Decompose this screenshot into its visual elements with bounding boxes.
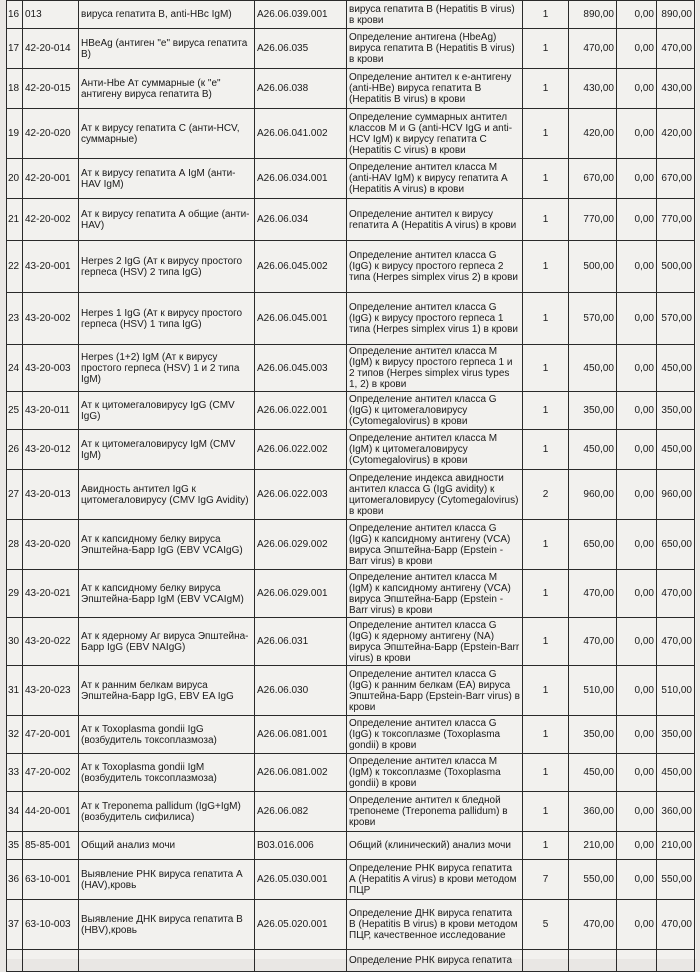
test-name-cell: Ат к вирусу гепатита А IgM (анти-HAV IgM) — [79, 159, 255, 199]
row-number-cell: 27 — [7, 470, 23, 520]
lab-code-cell: 43-20-012 — [23, 430, 79, 470]
nomenclature-code-cell: A26.06.038 — [255, 69, 347, 109]
sum-cell: 470,00 — [657, 618, 695, 666]
service-description-cell: Определение антител класса G (IgG) к ядерному антигену (NA) вируса Эпштейна-Барр (Epstein-Barr virus) в крови — [347, 618, 523, 666]
nomenclature-code-cell: A26.06.045.002 — [255, 241, 347, 293]
nomenclature-code-cell: A26.06.022.002 — [255, 430, 347, 470]
price-cell: 350,00 — [569, 392, 617, 430]
quantity-cell: 1 — [523, 29, 569, 69]
nomenclature-code-cell: A26.05.030.001 — [255, 860, 347, 900]
service-description-cell: Определение антител класса G (IgG) к токсоплазме (Toxoplasma gondii) в крови — [347, 716, 523, 754]
sum-cell: 500,00 — [657, 241, 695, 293]
lab-code-cell: 43-20-001 — [23, 241, 79, 293]
row-number-cell: 22 — [7, 241, 23, 293]
price-cell: 890,00 — [569, 1, 617, 29]
sum-cell: 470,00 — [657, 570, 695, 618]
quantity-cell: 1 — [523, 792, 569, 832]
sum-cell: 570,00 — [657, 293, 695, 345]
row-number-cell: 29 — [7, 570, 23, 618]
test-name-cell: Общий анализ мочи — [79, 832, 255, 860]
sum-cell: 960,00 — [657, 470, 695, 520]
row-number-cell: 30 — [7, 618, 23, 666]
test-name-cell: Ат к вирусу гепатита А общие (анти-HAV) — [79, 199, 255, 241]
row-number-cell: 23 — [7, 293, 23, 345]
service-description-cell: Определение антител класса G (IgG) к капсидному антигену (VCA) вируса Эпштейна-Барр (Epstein - Barr virus) в крови — [347, 520, 523, 570]
table-row — [7, 754, 695, 792]
price-list-table — [6, 0, 695, 972]
nomenclature-code-cell: A26.05.020.001 — [255, 900, 347, 950]
quantity-cell: 1 — [523, 159, 569, 199]
quantity-cell: 1 — [523, 392, 569, 430]
nomenclature-code-cell: A26.06.041.002 — [255, 109, 347, 159]
service-description-cell: Определение антител класса M (IgM) к токсоплазме (Toxoplasma gondii) в крови — [347, 754, 523, 792]
quantity-cell: 1 — [523, 1, 569, 29]
test-name-cell: Ат к капсидному белку вируса Эпштейна-Барр IgM (EBV VCAIgM) — [79, 570, 255, 618]
table-row — [7, 430, 695, 470]
lab-code-cell: 42-20-015 — [23, 69, 79, 109]
quantity-cell: 1 — [523, 430, 569, 470]
row-number-cell: 16 — [7, 1, 23, 29]
row-number-cell: 24 — [7, 345, 23, 392]
row-number-cell: 28 — [7, 520, 23, 570]
nomenclature-code-cell: A26.06.022.001 — [255, 392, 347, 430]
quantity-cell: 1 — [523, 754, 569, 792]
service-description-cell: Определение РНК вируса гепатита — [347, 950, 523, 972]
price-list-sheet — [6, 0, 696, 966]
test-name-cell: Ат к вирусу гепатита С (анти-HCV, суммарные) — [79, 109, 255, 159]
price-cell: 420,00 — [569, 109, 617, 159]
lab-code-cell: 47-20-002 — [23, 754, 79, 792]
table-row — [7, 199, 695, 241]
row-number-cell: 32 — [7, 716, 23, 754]
nomenclature-code-cell: A26.06.081.001 — [255, 716, 347, 754]
sum-cell: 360,00 — [657, 792, 695, 832]
discount-cell: 0,00 — [617, 29, 657, 69]
service-description-cell: Определение антител класса G (IgG) к цитомегаловирусу (Cytomegalovirus) в крови — [347, 392, 523, 430]
price-cell: 470,00 — [569, 29, 617, 69]
test-name-cell: Ат к цитомегаловирусу IgM (CMV IgM) — [79, 430, 255, 470]
table-row — [7, 950, 695, 972]
table-row — [7, 570, 695, 618]
lab-code-cell: 43-20-022 — [23, 618, 79, 666]
lab-code-cell: 43-20-002 — [23, 293, 79, 345]
lab-code-cell: 43-20-003 — [23, 345, 79, 392]
table-row — [7, 29, 695, 69]
quantity-cell: 1 — [523, 69, 569, 109]
row-number-cell: 34 — [7, 792, 23, 832]
lab-code-cell: 013 — [23, 1, 79, 29]
test-name-cell: Ат к ранним белкам вируса Эпштейна-Барр IgG, EBV EA IgG — [79, 666, 255, 716]
test-name-cell: Ат к цитомегаловирусу IgG (CMV IgG) — [79, 392, 255, 430]
row-number-cell: 33 — [7, 754, 23, 792]
sum-cell: 890,00 — [657, 1, 695, 29]
discount-cell: 0,00 — [617, 570, 657, 618]
sum-cell: 420,00 — [657, 109, 695, 159]
price-cell: 770,00 — [569, 199, 617, 241]
discount-cell: 0,00 — [617, 716, 657, 754]
price-cell: 570,00 — [569, 293, 617, 345]
service-description-cell: Определение антител класса G (IgG) к вирусу простого герпеса 2 типа (Herpes simplex virus 2) в крови — [347, 241, 523, 293]
table-row — [7, 1, 695, 29]
sum-cell: 450,00 — [657, 345, 695, 392]
lab-code-cell: 42-20-020 — [23, 109, 79, 159]
discount-cell: 0,00 — [617, 792, 657, 832]
table-row — [7, 392, 695, 430]
nomenclature-code-cell: A26.06.035 — [255, 29, 347, 69]
quantity-cell: 1 — [523, 618, 569, 666]
quantity-cell: 7 — [523, 860, 569, 900]
quantity-cell: 1 — [523, 109, 569, 159]
quantity-cell: 1 — [523, 241, 569, 293]
nomenclature-code-cell: A26.06.034 — [255, 199, 347, 241]
service-description-cell: вируса гепатита В (Hepatitis B virus) в крови — [347, 1, 523, 29]
discount-cell: 0,00 — [617, 109, 657, 159]
lab-code-cell: 43-20-023 — [23, 666, 79, 716]
lab-code-cell: 63-10-001 — [23, 860, 79, 900]
row-number-cell: 21 — [7, 199, 23, 241]
test-name-cell — [79, 950, 255, 972]
service-description-cell: Определение антител к е-антигену (anti-HBe) вируса гепатита В (Hepatitis B virus) в крови — [347, 69, 523, 109]
table-row — [7, 293, 695, 345]
quantity-cell: 1 — [523, 199, 569, 241]
nomenclature-code-cell: A26.06.030 — [255, 666, 347, 716]
lab-code-cell: 63-10-003 — [23, 900, 79, 950]
row-number-cell: 35 — [7, 832, 23, 860]
discount-cell: 0,00 — [617, 392, 657, 430]
test-name-cell: Выявление ДНК вируса гепатита В (HBV),кровь — [79, 900, 255, 950]
price-cell: 650,00 — [569, 520, 617, 570]
row-number-cell: 19 — [7, 109, 23, 159]
table-row — [7, 618, 695, 666]
table-row — [7, 792, 695, 832]
row-number-cell: 31 — [7, 666, 23, 716]
row-number-cell: 20 — [7, 159, 23, 199]
service-description-cell: Определение РНК вируса гепатита А (Hepatitis A virus) в крови методом ПЦР — [347, 860, 523, 900]
price-cell: 450,00 — [569, 430, 617, 470]
sum-cell: 470,00 — [657, 900, 695, 950]
quantity-cell: 1 — [523, 520, 569, 570]
service-description-cell: Определение антител класса M (IgM) к капсидному антигену (VCA) вируса Эпштейна-Барр (Epstein - Barr virus) в крови — [347, 570, 523, 618]
discount-cell — [617, 950, 657, 972]
table-row — [7, 520, 695, 570]
table-body — [7, 1, 695, 972]
test-name-cell: Herpes (1+2) IgM (Ат к вирусу простого герпеса (HSV) 1 и 2 типа IgM) — [79, 345, 255, 392]
lab-code-cell: 42-20-001 — [23, 159, 79, 199]
lab-code-cell: 43-20-013 — [23, 470, 79, 520]
nomenclature-code-cell: A26.06.022.003 — [255, 470, 347, 520]
sum-cell: 650,00 — [657, 520, 695, 570]
service-description-cell: Определение антител класса M (anti-HAV IgM) к вирусу гепатита А (Hepatitis A virus) в крови — [347, 159, 523, 199]
test-name-cell: Ат к Toxoplasma gondii IgG (возбудитель токсоплазмоза) — [79, 716, 255, 754]
test-name-cell: Выявление РНК вируса гепатита А (HAV),кровь — [79, 860, 255, 900]
quantity-cell: 1 — [523, 345, 569, 392]
lab-code-cell: 47-20-001 — [23, 716, 79, 754]
lab-code-cell: 44-20-001 — [23, 792, 79, 832]
sum-cell: 510,00 — [657, 666, 695, 716]
service-description-cell: Определение антител к бледной трепонеме (Treponema pallidum) в крови — [347, 792, 523, 832]
quantity-cell — [523, 950, 569, 972]
price-cell: 470,00 — [569, 900, 617, 950]
sum-cell: 350,00 — [657, 392, 695, 430]
service-description-cell: Общий (клинический) анализ мочи — [347, 832, 523, 860]
service-description-cell: Определение индекса авидности антител класса G (IgG avidity) к цитомегаловирусу (Cytomegalovirus) в крови — [347, 470, 523, 520]
nomenclature-code-cell: A26.06.029.002 — [255, 520, 347, 570]
test-name-cell: Анти-Hbe Ат суммарные (к "е" антигену вируса гепатита В) — [79, 69, 255, 109]
test-name-cell: Ат к Treponema pallidum (IgG+IgM) (возбудитель сифилиса) — [79, 792, 255, 832]
service-description-cell: Определение антител класса G (IgG) к ранним белкам (EA) вируса Эпштейна-Барр (Epstein-Barr virus) в крови — [347, 666, 523, 716]
table-row — [7, 470, 695, 520]
service-description-cell: Определение антигена (HbeAg) вируса гепатита В (Hepatitis B virus) в крови — [347, 29, 523, 69]
lab-code-cell — [23, 950, 79, 972]
lab-code-cell: 43-20-020 — [23, 520, 79, 570]
lab-code-cell: 42-20-014 — [23, 29, 79, 69]
nomenclature-code-cell: A26.06.082 — [255, 792, 347, 832]
quantity-cell: 1 — [523, 666, 569, 716]
discount-cell: 0,00 — [617, 520, 657, 570]
sum-cell: 450,00 — [657, 430, 695, 470]
test-name-cell: Ат к ядерному Аг вируса Эпштейна-Барр IgG (EBV NAIgG) — [79, 618, 255, 666]
table-row — [7, 69, 695, 109]
test-name-cell: Ат к Toxoplasma gondii IgM (возбудитель токсоплазмоза) — [79, 754, 255, 792]
discount-cell: 0,00 — [617, 199, 657, 241]
discount-cell: 0,00 — [617, 832, 657, 860]
price-cell: 510,00 — [569, 666, 617, 716]
table-row — [7, 832, 695, 860]
quantity-cell: 5 — [523, 900, 569, 950]
discount-cell: 0,00 — [617, 900, 657, 950]
nomenclature-code-cell: A26.06.034.001 — [255, 159, 347, 199]
test-name-cell: Herpes 1 IgG (Ат к вирусу простого герпеса (HSV) 1 типа IgG) — [79, 293, 255, 345]
price-cell: 470,00 — [569, 570, 617, 618]
row-number-cell: 25 — [7, 392, 23, 430]
service-description-cell: Определение антител класса M (IgM) к цитомегаловирусу (Cytomegalovirus) в крови — [347, 430, 523, 470]
quantity-cell: 1 — [523, 832, 569, 860]
row-number-cell: 37 — [7, 900, 23, 950]
price-cell: 500,00 — [569, 241, 617, 293]
sum-cell: 550,00 — [657, 860, 695, 900]
quantity-cell: 1 — [523, 570, 569, 618]
quantity-cell: 1 — [523, 716, 569, 754]
row-number-cell: 26 — [7, 430, 23, 470]
price-cell: 550,00 — [569, 860, 617, 900]
nomenclature-code-cell: A26.06.039.001 — [255, 1, 347, 29]
test-name-cell: Herpes 2 IgG (Ат к вирусу простого герпеса (HSV) 2 типа IgG) — [79, 241, 255, 293]
table-row — [7, 666, 695, 716]
sum-cell: 430,00 — [657, 69, 695, 109]
service-description-cell: Определение ДНК вируса гепатита В (Hepatitis B virus) в крови методом ПЦР, качественное исследование — [347, 900, 523, 950]
nomenclature-code-cell: B03.016.006 — [255, 832, 347, 860]
service-description-cell: Определение суммарных антител классов M и G (anti-HCV IgG и anti-HCV IgM) к вирусу гепатита С (Hepatitis C virus) в крови — [347, 109, 523, 159]
table-row — [7, 900, 695, 950]
discount-cell: 0,00 — [617, 159, 657, 199]
test-name-cell: HBeAg (антиген "е" вируса гепатита В) — [79, 29, 255, 69]
discount-cell: 0,00 — [617, 69, 657, 109]
discount-cell: 0,00 — [617, 293, 657, 345]
price-cell: 360,00 — [569, 792, 617, 832]
quantity-cell: 1 — [523, 293, 569, 345]
discount-cell: 0,00 — [617, 470, 657, 520]
row-number-cell: 17 — [7, 29, 23, 69]
sum-cell: 350,00 — [657, 716, 695, 754]
price-cell — [569, 950, 617, 972]
discount-cell: 0,00 — [617, 754, 657, 792]
price-cell: 430,00 — [569, 69, 617, 109]
lab-code-cell: 42-20-002 — [23, 199, 79, 241]
table-row — [7, 860, 695, 900]
lab-code-cell: 43-20-021 — [23, 570, 79, 618]
price-cell: 450,00 — [569, 345, 617, 392]
nomenclature-code-cell — [255, 950, 347, 972]
price-cell: 670,00 — [569, 159, 617, 199]
discount-cell: 0,00 — [617, 860, 657, 900]
nomenclature-code-cell: A26.06.045.001 — [255, 293, 347, 345]
sum-cell — [657, 950, 695, 972]
sum-cell: 770,00 — [657, 199, 695, 241]
row-number-cell — [7, 950, 23, 972]
discount-cell: 0,00 — [617, 1, 657, 29]
test-name-cell: вируса гепатита В, anti-HBc IgM) — [79, 1, 255, 29]
test-name-cell: Авидность антител IgG к цитомегаловирусу (CMV IgG Avidity) — [79, 470, 255, 520]
table-row — [7, 716, 695, 754]
lab-code-cell: 85-85-001 — [23, 832, 79, 860]
service-description-cell: Определение антител класса M (IgM) к вирусу простого герпеса 1 и 2 типов (Herpes simplex virus types 1, 2) в крови — [347, 345, 523, 392]
price-cell: 210,00 — [569, 832, 617, 860]
discount-cell: 0,00 — [617, 618, 657, 666]
discount-cell: 0,00 — [617, 345, 657, 392]
discount-cell: 0,00 — [617, 666, 657, 716]
row-number-cell: 18 — [7, 69, 23, 109]
sum-cell: 210,00 — [657, 832, 695, 860]
nomenclature-code-cell: A26.06.081.002 — [255, 754, 347, 792]
service-description-cell: Определение антител класса G (IgG) к вирусу простого герпеса 1 типа (Herpes simplex virus 1) в крови — [347, 293, 523, 345]
table-row — [7, 109, 695, 159]
sum-cell: 670,00 — [657, 159, 695, 199]
discount-cell: 0,00 — [617, 241, 657, 293]
price-cell: 450,00 — [569, 754, 617, 792]
nomenclature-code-cell: A26.06.031 — [255, 618, 347, 666]
nomenclature-code-cell: A26.06.045.003 — [255, 345, 347, 392]
price-cell: 350,00 — [569, 716, 617, 754]
discount-cell: 0,00 — [617, 430, 657, 470]
nomenclature-code-cell: A26.06.029.001 — [255, 570, 347, 618]
quantity-cell: 2 — [523, 470, 569, 520]
sum-cell: 450,00 — [657, 754, 695, 792]
table-row — [7, 345, 695, 392]
test-name-cell: Ат к капсидному белку вируса Эпштейна-Барр IgG (EBV VCAIgG) — [79, 520, 255, 570]
service-description-cell: Определение антител к вирусу гепатита А (Hepatitis A virus) в крови — [347, 199, 523, 241]
price-cell: 960,00 — [569, 470, 617, 520]
lab-code-cell: 43-20-011 — [23, 392, 79, 430]
table-row — [7, 159, 695, 199]
price-cell: 470,00 — [569, 618, 617, 666]
table-row — [7, 241, 695, 293]
row-number-cell: 36 — [7, 860, 23, 900]
sum-cell: 470,00 — [657, 29, 695, 69]
